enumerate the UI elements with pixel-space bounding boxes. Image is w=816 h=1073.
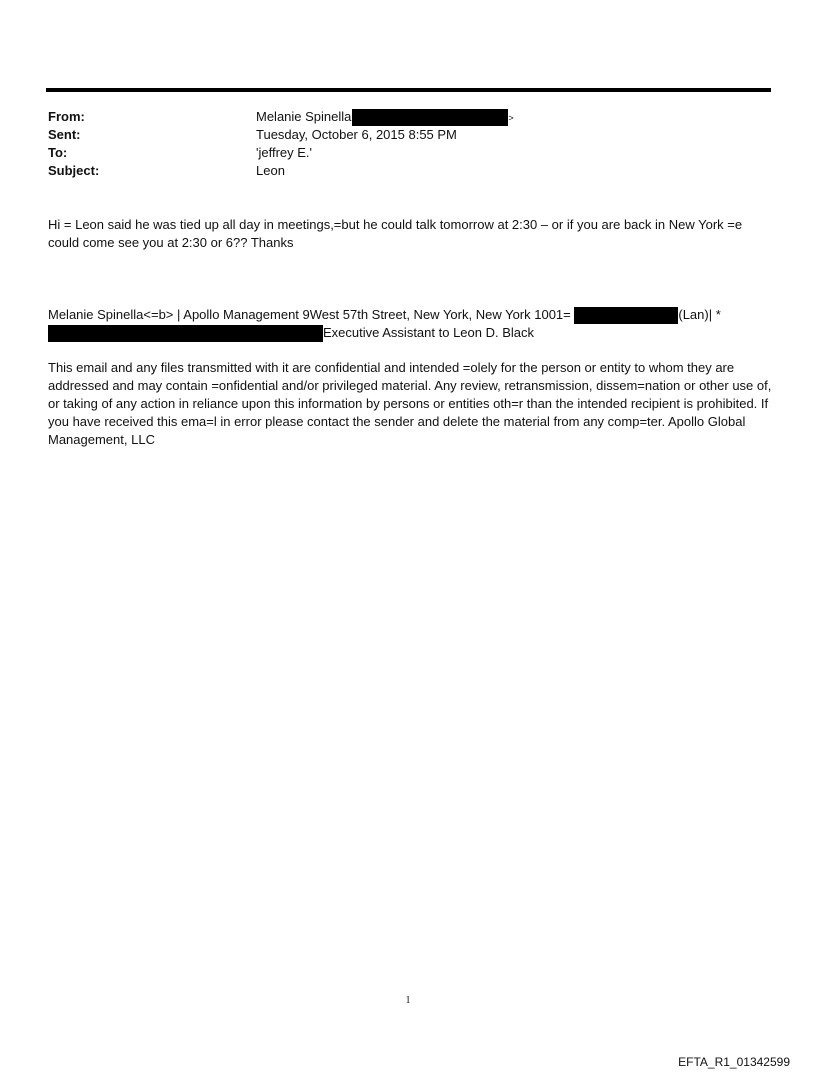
- email-body: Hi = Leon said he was tied up all day in meetings,=but he could talk tomorrow at 2:30 – or if you are back in New York =e could come see you at 2:30 or 6?? Thanks: [48, 217, 743, 250]
- to-label: To:: [48, 145, 68, 160]
- signature-line-1: [48, 306, 773, 324]
- from-tail: >: [508, 113, 514, 123]
- sent-label: Sent:: [48, 127, 81, 142]
- sent-value: Tuesday, October 6, 2015 8:55 PM: [256, 127, 457, 142]
- to-value: 'jeffrey E.': [256, 145, 313, 160]
- signature-line-2: [48, 324, 773, 342]
- confidentiality-disclaimer: This email and any files transmitted with it are confidential and intended =olely for the person or entity to whom they are addressed and may contain =onfidential and/or privileged material. Any review, retransmission, dissem=nation or other use of, or taking of any action in reliance upon this information by persons or entities oth=r than the intended recipient is prohibited. If you have received this ema=l in error please contact the sender and delete the material from any comp=ter. Apollo Global Management, LLC: [48, 360, 772, 447]
- signature-text-2: (Lan)| *: [678, 307, 721, 322]
- subject-label: Subject:: [48, 163, 100, 178]
- page-number: 1: [405, 995, 411, 1006]
- redaction-from-email: [352, 109, 508, 126]
- signature-title: Executive Assistant to Leon D. Black: [323, 325, 534, 340]
- redaction-signature: [48, 325, 323, 342]
- header-rule: [46, 88, 771, 92]
- redaction-phone: [574, 307, 678, 324]
- from-label: From:: [48, 109, 85, 124]
- from-value: [256, 108, 514, 127]
- subject-value: Leon: [256, 163, 285, 178]
- bates-number: EFTA_R1_01342599: [678, 1055, 790, 1069]
- signature-block: [48, 306, 773, 342]
- signature-text-1: Melanie Spinella<=b> | Apollo Management 9West 57th Street, New York, New York 1001=: [48, 307, 575, 322]
- from-name: Melanie Spinella: [256, 109, 352, 124]
